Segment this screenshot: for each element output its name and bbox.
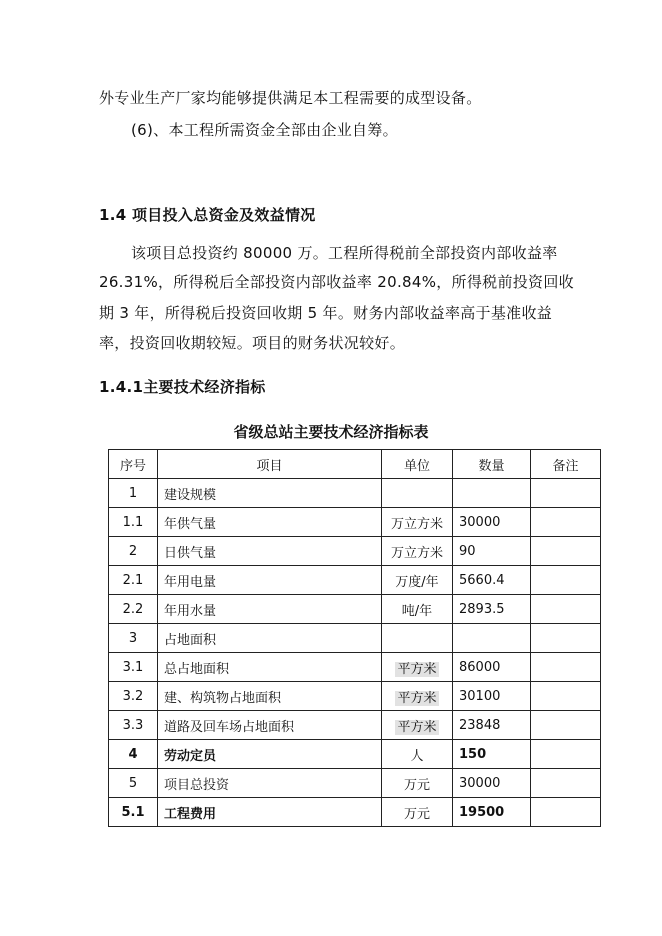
header-item: 项目 bbox=[158, 450, 382, 479]
investment-paragraph-line-3: 期 3 年，所得税后投资回收期 5 年。财务内部收益率高于基准收益 bbox=[99, 304, 553, 322]
cell-note bbox=[531, 711, 601, 740]
cell-qty: 23848 bbox=[453, 711, 531, 740]
cell-note bbox=[531, 537, 601, 566]
cell-item: 年用电量 bbox=[158, 566, 382, 595]
cell-qty: 86000 bbox=[453, 653, 531, 682]
table-row bbox=[109, 566, 601, 595]
cell-no: 3.1 bbox=[109, 653, 158, 682]
investment-paragraph-line-2: 26.31%，所得税后全部投资内部收益率 20.84%，所得税前投资回收 bbox=[99, 273, 574, 291]
funding-note: (6)、本工程所需资金全部由企业自筹。 bbox=[131, 121, 398, 139]
cell-note bbox=[531, 479, 601, 508]
cell-item: 项目总投资 bbox=[158, 769, 382, 798]
cell-unit: 万度/年 bbox=[382, 566, 453, 595]
cell-qty bbox=[453, 479, 531, 508]
cell-item: 年供气量 bbox=[158, 508, 382, 537]
cell-no: 5.1 bbox=[109, 798, 158, 827]
table-header-row bbox=[109, 450, 601, 479]
cell-note bbox=[531, 566, 601, 595]
cell-no: 3.3 bbox=[109, 711, 158, 740]
paragraph-continuation: 外专业生产厂家均能够提供满足本工程需要的成型设备。 bbox=[99, 89, 482, 107]
cell-no: 2.1 bbox=[109, 566, 158, 595]
cell-qty: 150 bbox=[453, 740, 531, 769]
table-row bbox=[109, 711, 601, 740]
cell-item: 总占地面积 bbox=[158, 653, 382, 682]
cell-qty: 30100 bbox=[453, 682, 531, 711]
cell-item: 年用水量 bbox=[158, 595, 382, 624]
table-row bbox=[109, 653, 601, 682]
cell-item: 道路及回车场占地面积 bbox=[158, 711, 382, 740]
cell-no: 5 bbox=[109, 769, 158, 798]
table-row bbox=[109, 508, 601, 537]
cell-qty: 19500 bbox=[453, 798, 531, 827]
table-row bbox=[109, 537, 601, 566]
table-caption: 省级总站主要技术经济指标表 bbox=[233, 423, 429, 441]
cell-unit: 万元 bbox=[382, 769, 453, 798]
cell-unit: 吨/年 bbox=[382, 595, 453, 624]
cell-no: 3 bbox=[109, 624, 158, 653]
section-1-4-1-heading: 1.4.1主要技术经济指标 bbox=[99, 378, 266, 396]
cell-unit-text: 平方米 bbox=[397, 719, 437, 735]
cell-no: 4 bbox=[109, 740, 158, 769]
cell-unit bbox=[382, 653, 453, 682]
cell-no: 3.2 bbox=[109, 682, 158, 711]
cell-item: 建、构筑物占地面积 bbox=[158, 682, 382, 711]
cell-unit: 人 bbox=[382, 740, 453, 769]
header-qty: 数量 bbox=[453, 450, 531, 479]
cell-no: 2.2 bbox=[109, 595, 158, 624]
cell-note bbox=[531, 769, 601, 798]
cell-qty: 30000 bbox=[453, 508, 531, 537]
table-row bbox=[109, 769, 601, 798]
section-1-4-heading: 1.4 项目投入总资金及效益情况 bbox=[99, 206, 316, 224]
cell-no: 2 bbox=[109, 537, 158, 566]
investment-paragraph-line-4: 率，投资回收期较短。项目的财务状况较好。 bbox=[99, 334, 406, 352]
cell-unit: 万立方米 bbox=[382, 537, 453, 566]
cell-unit: 万元 bbox=[382, 798, 453, 827]
cell-note bbox=[531, 798, 601, 827]
table-row bbox=[109, 595, 601, 624]
cell-no: 1.1 bbox=[109, 508, 158, 537]
cell-item: 劳动定员 bbox=[158, 740, 382, 769]
investment-paragraph-line-1: 该项目总投资约 80000 万。工程所得税前全部投资内部收益率 bbox=[131, 244, 558, 262]
cell-qty: 2893.5 bbox=[453, 595, 531, 624]
cell-qty: 30000 bbox=[453, 769, 531, 798]
table-row bbox=[109, 682, 601, 711]
cell-unit bbox=[382, 682, 453, 711]
cell-unit bbox=[382, 479, 453, 508]
table-row bbox=[109, 798, 601, 827]
header-no: 序号 bbox=[109, 450, 158, 479]
table-row bbox=[109, 740, 601, 769]
cell-note bbox=[531, 508, 601, 537]
cell-item: 建设规模 bbox=[158, 479, 382, 508]
cell-unit-text: 平方米 bbox=[397, 661, 437, 677]
cell-unit bbox=[382, 711, 453, 740]
header-note: 备注 bbox=[531, 450, 601, 479]
cell-unit bbox=[382, 624, 453, 653]
cell-qty: 5660.4 bbox=[453, 566, 531, 595]
cell-item: 工程费用 bbox=[158, 798, 382, 827]
cell-note bbox=[531, 740, 601, 769]
cell-note bbox=[531, 682, 601, 711]
cell-item: 占地面积 bbox=[158, 624, 382, 653]
cell-unit-text: 平方米 bbox=[397, 690, 437, 706]
indicator-table bbox=[108, 449, 601, 827]
cell-item: 日供气量 bbox=[158, 537, 382, 566]
cell-unit: 万立方米 bbox=[382, 508, 453, 537]
cell-note bbox=[531, 595, 601, 624]
cell-no: 1 bbox=[109, 479, 158, 508]
cell-qty: 90 bbox=[453, 537, 531, 566]
table-row bbox=[109, 479, 601, 508]
table-row bbox=[109, 624, 601, 653]
cell-note bbox=[531, 624, 601, 653]
header-unit: 单位 bbox=[382, 450, 453, 479]
cell-note bbox=[531, 653, 601, 682]
cell-qty bbox=[453, 624, 531, 653]
